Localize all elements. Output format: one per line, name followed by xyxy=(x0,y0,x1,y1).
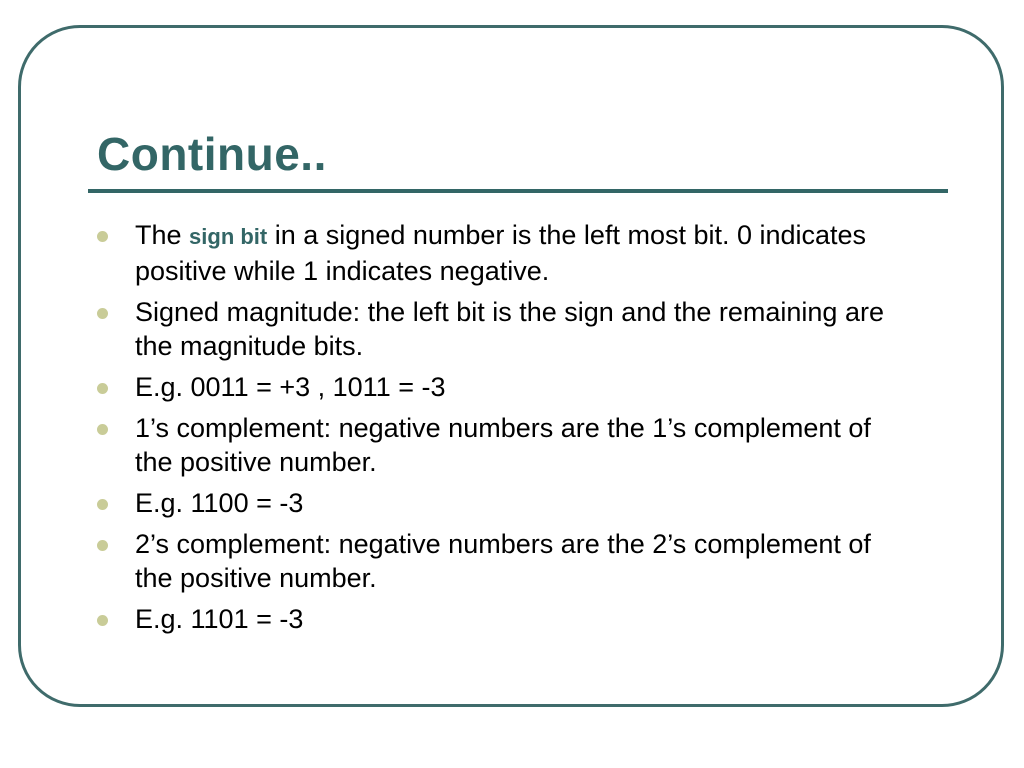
bullet-dot-icon xyxy=(97,499,108,510)
bullet-item-example-ones-complement xyxy=(97,486,887,520)
bullet-text: 2’s complement: negative numbers are the 2’s complement of the positive number. xyxy=(135,529,871,593)
bullet-text: 1’s complement: negative numbers are the 1’s complement of the positive number. xyxy=(135,413,871,477)
bullet-text-suffix: in a signed number is the left most bit. 0 indicates positive while 1 indicates negative. xyxy=(135,220,867,286)
bullet-text: E.g. 0011 = +3 , 1011 = -3 xyxy=(135,372,446,402)
bullet-text: E.g. 1101 = -3 xyxy=(135,604,304,634)
bullet-dot-icon xyxy=(97,383,108,394)
bullet-list xyxy=(97,218,887,643)
bullet-highlight-term: sign bit xyxy=(189,224,268,249)
bullet-dot-icon xyxy=(97,308,108,319)
bullet-item-example-signed-magnitude xyxy=(97,370,887,404)
bullet-item-ones-complement xyxy=(97,411,887,479)
bullet-text: E.g. 1100 = -3 xyxy=(135,488,304,518)
bullet-item-twos-complement xyxy=(97,527,887,595)
bullet-item-example-twos-complement xyxy=(97,602,887,636)
bullet-dot-icon xyxy=(97,615,108,626)
bullet-text: Signed magnitude: the left bit is the sign and the remaining are the magnitude bits. xyxy=(135,297,884,361)
bullet-dot-icon xyxy=(97,231,108,242)
bullet-text-prefix: The xyxy=(135,220,190,250)
bullet-item-signed-magnitude xyxy=(97,295,887,363)
bullet-dot-icon xyxy=(97,540,108,551)
bullet-item-sign-bit xyxy=(97,218,887,288)
title-divider xyxy=(88,189,948,193)
bullet-dot-icon xyxy=(97,424,108,435)
slide-title: Continue.. xyxy=(97,128,327,180)
